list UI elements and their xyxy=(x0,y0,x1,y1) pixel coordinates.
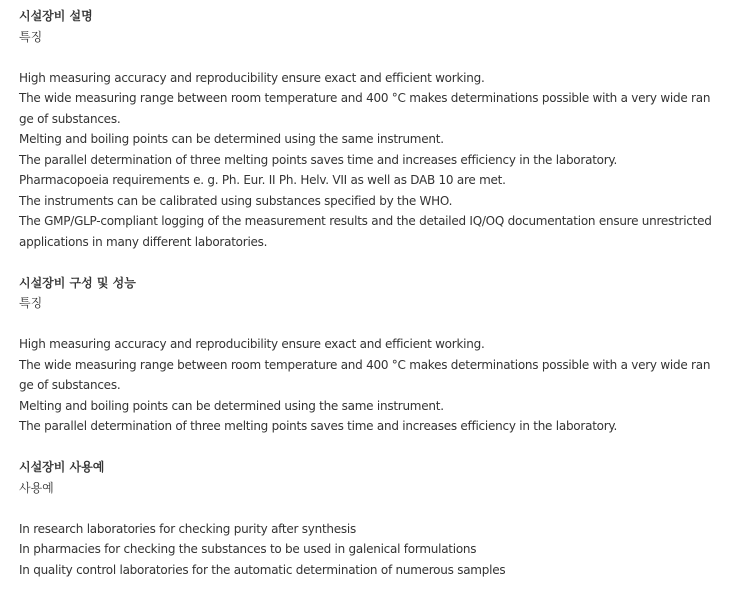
usage-list xyxy=(19,519,731,581)
feature-line: The instruments can be calibrated using substances specified by the WHO. xyxy=(19,193,453,208)
usage-line: In research laboratories for checking purity after synthesis xyxy=(19,521,357,536)
usage-line: In pharmacies for checking the substances to be used in galenical formulations xyxy=(19,542,477,556)
feature-line: The parallel determination of three melting points saves time and increases efficiency in the laboratory. xyxy=(19,152,618,167)
feature-list xyxy=(19,68,731,253)
feature-line: Pharmacopoeia requirements e. g. Ph. Eur. II Ph. Helv. VII as well as DAB 10 are met. xyxy=(19,173,506,187)
section-subheading: 특징 xyxy=(19,29,43,44)
feature-list xyxy=(19,334,731,437)
feature-line: The wide measuring range between room temperature and 400 °C makes determinations possible with a very wide range of substances. xyxy=(19,357,711,392)
section-subheading: 특징 xyxy=(19,296,43,310)
feature-line: Melting and boiling points can be determined using the same instrument. xyxy=(19,132,444,146)
section-configuration xyxy=(19,273,731,437)
feature-line: The parallel determination of three melting points saves time and increases efficiency in the laboratory. xyxy=(19,419,618,433)
feature-line: Melting and boiling points can be determined using the same instrument. xyxy=(19,398,444,413)
section-subheading: 사용예 xyxy=(19,480,54,495)
feature-line: The wide measuring range between room temperature and 400 °C makes determinations possible with a very wide range of substances. xyxy=(19,91,711,126)
section-heading: 시설장비 설명 xyxy=(19,9,93,23)
section-heading: 시설장비 구성 및 성능 xyxy=(19,275,136,290)
section-description xyxy=(19,6,731,252)
section-usage xyxy=(19,457,731,580)
feature-line: High measuring accuracy and reproducibility ensure exact and efficient working. xyxy=(19,337,485,351)
feature-line: The GMP/GLP-compliant logging of the measurement results and the detailed IQ/OQ documentation ensure unrestricted applications in many different laboratories. xyxy=(19,214,712,249)
usage-line: In quality control laboratories for the automatic determination of numerous samples xyxy=(19,562,506,577)
feature-line: High measuring accuracy and reproducibility ensure exact and efficient working. xyxy=(19,70,485,85)
section-heading: 시설장비 사용예 xyxy=(19,460,105,474)
